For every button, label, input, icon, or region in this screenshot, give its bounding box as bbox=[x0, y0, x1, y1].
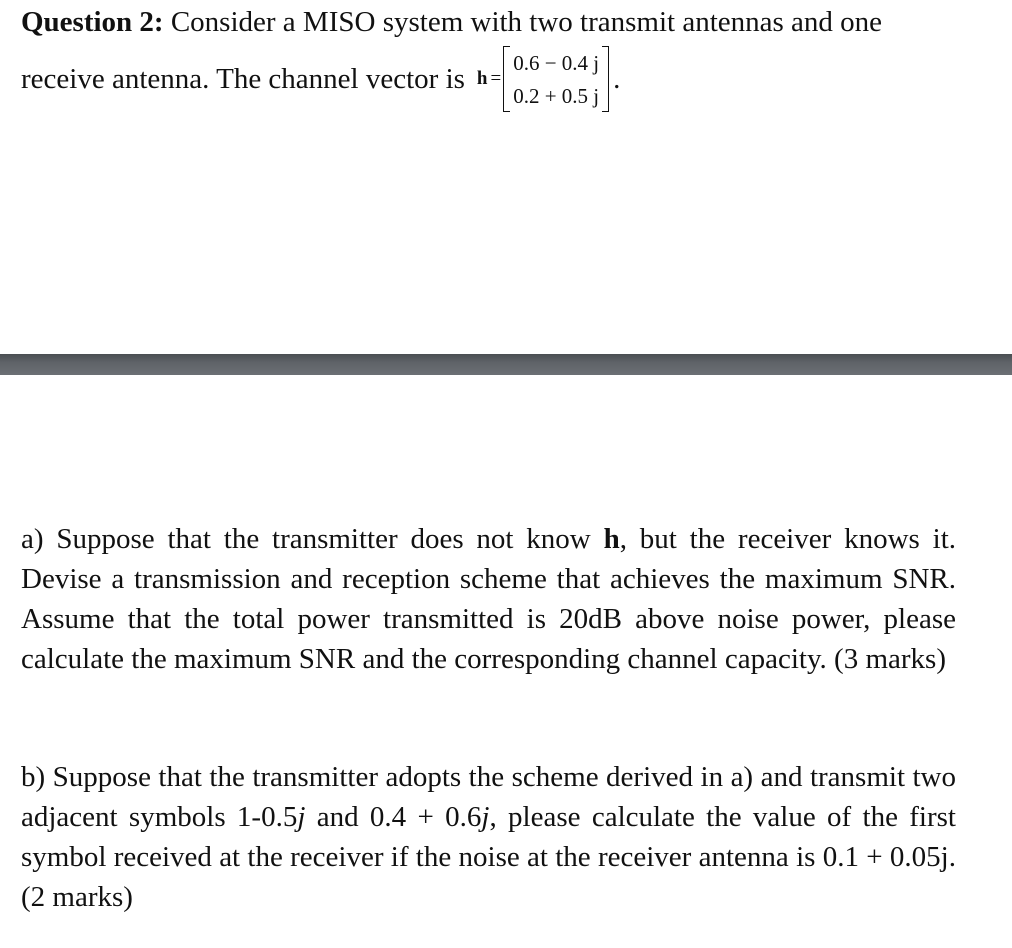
page-divider-bar bbox=[0, 354, 1012, 375]
part-b-text-1: b) Suppose that the transmitter adopts the scheme derived in a) and transmit two adjacent symbols 1-0.5 bbox=[21, 761, 956, 833]
part-a-text-2: , but the receiver knows it. Devise a transmission and reception scheme that achieves the maximum SNR. Assume that the total power transmitted is 20dB above noise power, please calculate the maximum SNR and the corresponding channel capacity. (3 marks) bbox=[21, 523, 957, 675]
matrix-right-bracket bbox=[602, 46, 609, 112]
part-a-paragraph bbox=[21, 519, 956, 679]
matrix-entries bbox=[510, 46, 602, 112]
question-intro-text: Consider a MISO system with two transmit antennas and one bbox=[163, 6, 883, 38]
matrix-left-bracket bbox=[503, 46, 510, 112]
matrix-entry-2: 0.2 + 0.5 j bbox=[513, 83, 600, 108]
part-a-text-1: a) Suppose that the transmitter does not know bbox=[21, 523, 604, 555]
equals-sign: = bbox=[490, 68, 502, 89]
question-header-line bbox=[21, 3, 882, 41]
part-b-paragraph bbox=[21, 757, 956, 917]
sentence-period: . bbox=[613, 62, 621, 95]
part-b-text-3: , please calculate the value of the first symbol received at the receiver if the noise at the receiver antenna is 0.1 + 0.05j. (2 marks) bbox=[21, 801, 956, 913]
part-a-bold-h: h bbox=[603, 523, 620, 555]
question-channel-text: receive antenna. The channel vector is bbox=[21, 62, 465, 95]
matrix-entry-1: 0.6 − 0.4 j bbox=[513, 50, 600, 75]
channel-vector-symbol: h bbox=[476, 68, 488, 89]
part-b-italic-j-1: j bbox=[297, 801, 306, 833]
part-b-text-2: and 0.4 + 0.6 bbox=[305, 801, 482, 833]
part-b-italic-j-2: j bbox=[481, 801, 490, 833]
question-label: Question 2: bbox=[21, 6, 164, 38]
question-channel-line bbox=[21, 42, 620, 116]
channel-vector-matrix bbox=[503, 46, 609, 112]
